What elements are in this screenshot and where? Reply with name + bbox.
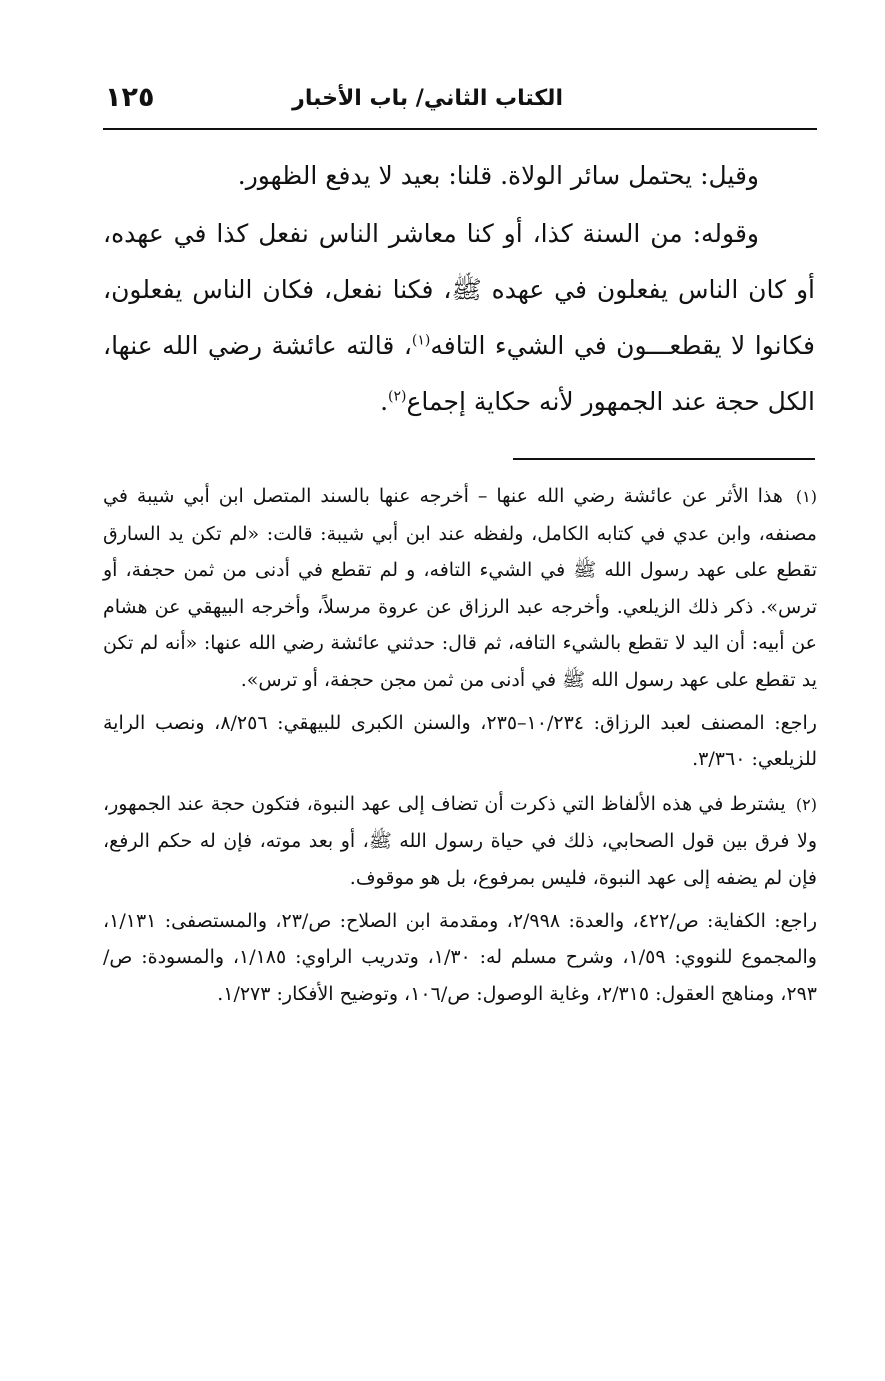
footnote-number: (٢) <box>795 794 817 814</box>
footnote-ref[interactable]: (٢) <box>388 388 407 405</box>
header-divider <box>103 128 817 130</box>
chapter-title: الكتاب الثاني/ باب الأخبار <box>292 86 563 111</box>
paragraph-text: ، قالته عائشة رضي الله عنها، الكل حجة عند الجمهور لأنه حكاية إجماع <box>103 331 815 416</box>
footnote <box>103 478 817 778</box>
footnote-text <box>103 478 817 699</box>
footnote-body: يشترط في هذه الألفاظ التي ذكرت أن تضاف إلى عهد النبوة، فتكون حجة عند الجمهور، ولا فرق بين قول الصحابي، ذلك في حياة رسول الله ﷺ، أو بعد موته، فإن له حكم الرفع، فإن لم يضفه إلى عهد النبوة، فليس بمرفوع، بل هو موقوف. <box>103 792 817 889</box>
paragraph-text: . <box>380 387 389 416</box>
page-number: ١٢٥ <box>105 82 155 113</box>
footnote <box>103 786 817 1013</box>
paragraph: وقيل: يحتمل سائر الولاة. قلنا: بعيد لا يدفع الظهور. <box>237 161 759 190</box>
footnote-text <box>103 786 817 897</box>
paragraph-text: وقوله: من السنة كذا، أو كنا معاشر الناس نفعل كذا في عهده، أو كان الناس يفعلون في عهده ﷺ، فكنا نفعل، فكان الناس يفعلون، فكانوا لا يقطعـــون في الشيء التافه <box>103 219 815 360</box>
footnote-divider <box>513 458 815 460</box>
footnote-reference: راجع: الكفاية: ص/٤٢٢، والعدة: ٢/٩٩٨، ومقدمة ابن الصلاح: ص/٢٣، والمستصفى: ١/١٣١، والمجموع للنووي: ١/٥٩، وشرح مسلم له: ١/٣٠، وتدريب الراوي: ١/١٨٥، والمسودة: ص/٢٩٣، ومناهج العقول: ٢/٣١٥، وغاية الوصول: ص/١٠٦، وتوضيح الأفكار: ١/٢٧٣. <box>103 909 817 1005</box>
footnote-number: (١) <box>795 487 817 506</box>
running-header <box>105 82 817 122</box>
footnote-body: هذا الأثر عن عائشة رضي الله عنها – أخرجه عنها بالسند المتصل ابن أبي شيبة في مصنفه، وابن عدي في كتابه الكامل، ولفظه عند ابن أبي شيبة: قالت: «لم تكن يد السارق تقطع على عهد رسول الله ﷺ في الشيء التافه، و لم تقطع في أدنى من ثمن حجفة، أو ترس». ذكر ذلك الزيلعي. وأخرجه عبد الرزاق عن عروة مرسلاً، وأخرجه البيهقي عن هشام عن أبيه: أن اليد لا تقطع بالشيء التافه، ثم قال: حدثني عائشة رضي الله عنها: «أنه لم تكن يد تقطع على عهد رسول الله ﷺ في أدنى من ثمن مجن حجفة، أو ترس». <box>103 485 817 691</box>
footnotes <box>103 478 817 1012</box>
footnote-ref[interactable]: (١) <box>411 332 431 349</box>
footnote-reference: راجع: المصنف لعبد الرزاق: ١٠/٢٣٤–٢٣٥، والسنن الكبرى للبيهقي: ٨/٢٥٦، ونصب الراية للزيلعي: ٣/٣٦٠. <box>103 711 817 771</box>
main-text <box>103 148 815 430</box>
paragraph <box>103 206 815 430</box>
